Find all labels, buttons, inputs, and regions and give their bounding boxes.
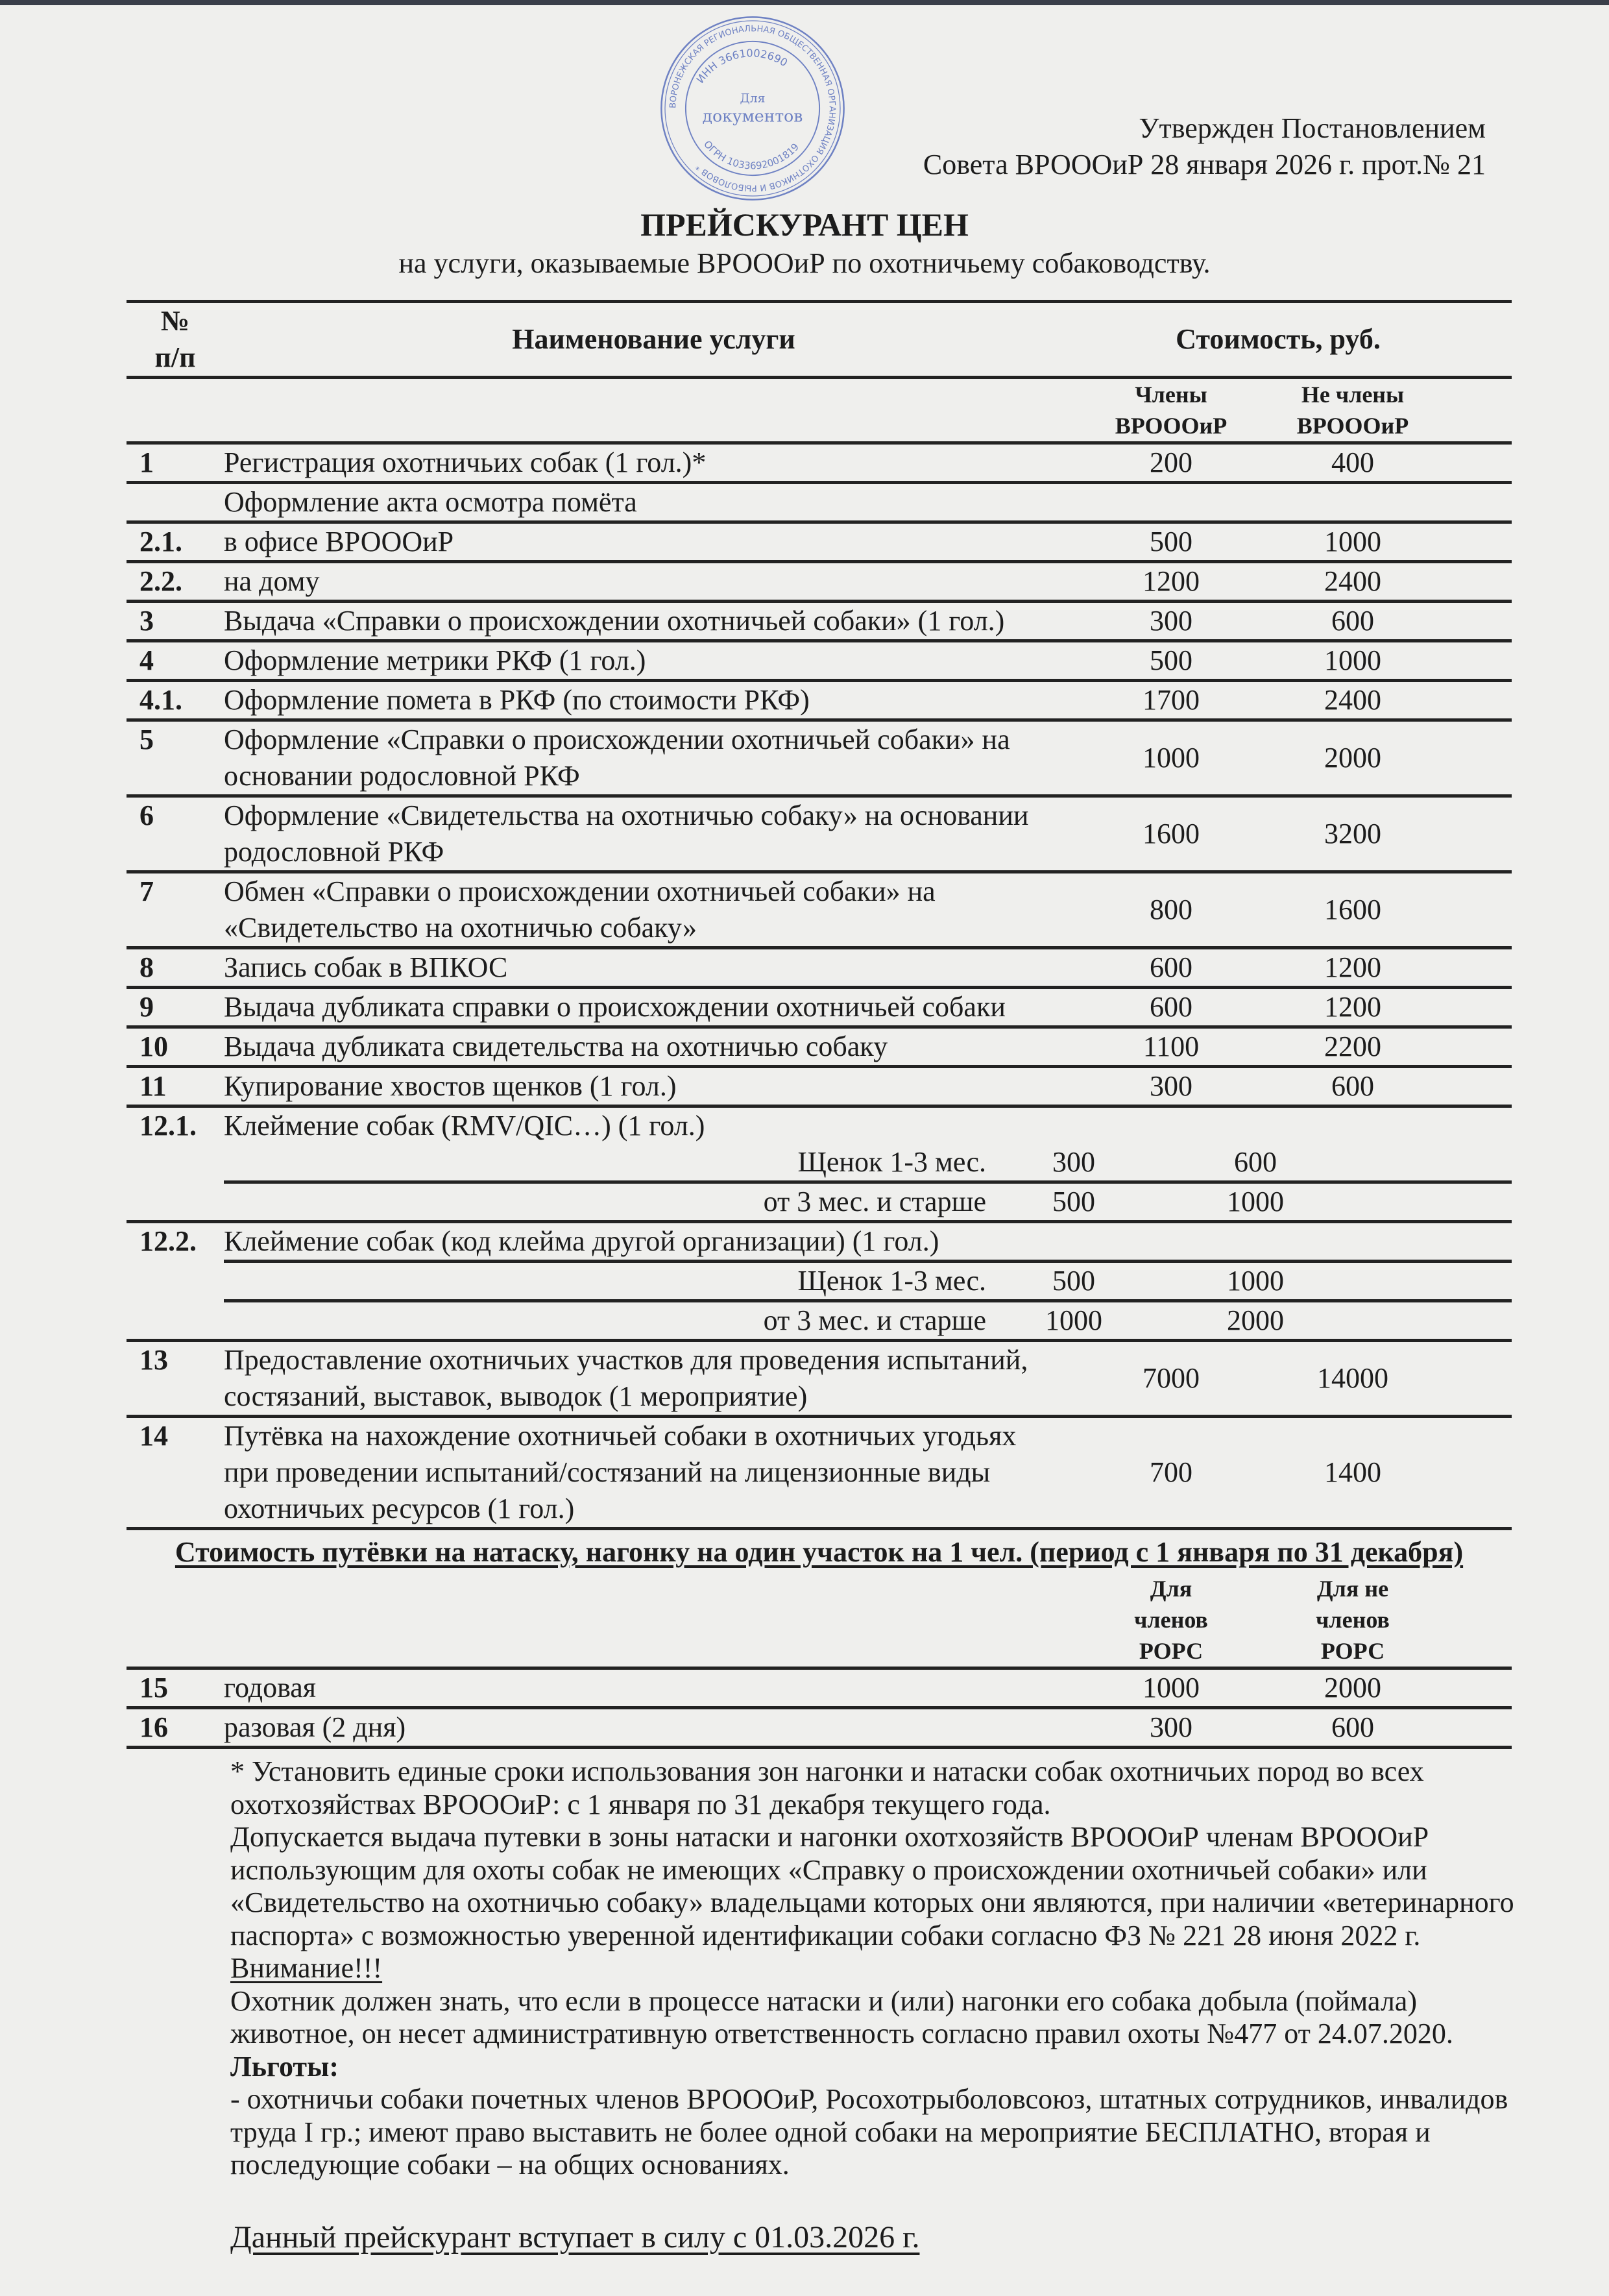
header-num-line2: п/п [154, 341, 196, 373]
permit-header-nonmembers [1246, 1573, 1460, 1667]
permit-header-members-line2: членов [1134, 1607, 1208, 1633]
permit-header-nonmembers-line1: Для не [1316, 1576, 1389, 1602]
row-service-name-line2: при проведении испытаний/состязаний на лицензионные виды [224, 1456, 991, 1488]
table-row [127, 722, 1512, 798]
row-num: 5 [139, 724, 154, 755]
row-member-price: 1000 [1143, 742, 1200, 774]
row-member-price: 600 [1150, 991, 1192, 1023]
row-member-price: 600 [1150, 951, 1192, 983]
row-num: 11 [139, 1070, 167, 1102]
row-num: 4 [139, 644, 154, 676]
subrow-nonmember-price: 600 [1234, 1146, 1277, 1178]
row-num: 10 [139, 1031, 168, 1062]
row-num: 2.2. [139, 565, 182, 597]
row-num: 8 [139, 951, 154, 983]
row-member-price: 300 [1150, 605, 1192, 637]
benefits-heading: Льготы: [230, 2050, 339, 2082]
subrow-nonmember-price: 1000 [1227, 1265, 1284, 1297]
row-num: 2.1. [139, 526, 182, 557]
row-service-name: Регистрация охотничьих собак (1 гол.)* [224, 446, 707, 478]
table-row [127, 563, 1512, 603]
row-nonmember-price: 600 [1331, 605, 1374, 637]
row-member-price: 1600 [1143, 818, 1200, 849]
stamp-outer-text: ВОРОНЕЖСКАЯ РЕГИОНАЛЬНАЯ ОБЩЕСТВЕННАЯ ОРГАНИЗАЦИЯ ОХОТНИКОВ И РЫБОЛОВОВ * [668, 24, 837, 193]
header-members-line1: Члены [1135, 382, 1207, 408]
row-service-name-line2: основании родословной РКФ [224, 760, 580, 792]
row-member-price: 500 [1150, 644, 1192, 676]
table-subrow [127, 1302, 1512, 1342]
header-nonmembers [1246, 379, 1460, 441]
row-member-price: 1100 [1143, 1031, 1200, 1062]
table-row [127, 445, 1512, 484]
subrow-nonmember-price: 2000 [1227, 1304, 1284, 1336]
row-num: 12.2. [139, 1225, 197, 1257]
approval-line2: Совета ВРОООиР 28 января 2026 г. прот.№ 21 [923, 149, 1486, 180]
row-service-name: Купирование хвостов щенков (1 гол.) [224, 1070, 677, 1102]
row-num: 13 [139, 1344, 168, 1376]
stamp-inner-ring [686, 42, 819, 175]
subrow-nonmember-price: 1000 [1227, 1186, 1284, 1217]
row-member-price: 1700 [1143, 684, 1200, 716]
row-service-name: в офисе ВРОООиР [224, 526, 454, 557]
row-service-name: Оформление помета в РКФ (по стоимости РКФ) [224, 684, 810, 716]
row-num: 9 [139, 991, 154, 1023]
header-members [1096, 379, 1246, 441]
row-member-price: 7000 [1143, 1362, 1200, 1394]
permit-row [127, 1670, 1512, 1709]
row-service-name: Выдача дубликата свидетельства на охотничью собаку [224, 1031, 888, 1062]
row-service-name: Клеймение собак (RMV/QIC…) (1 гол.) [224, 1110, 705, 1142]
row-service-name: Выдача «Справки о происхождении охотничьей собаки» (1 гол.) [224, 605, 1005, 637]
row-num: 6 [139, 800, 154, 831]
price-table [127, 300, 1512, 1749]
permit-row-nonmember-price: 2000 [1324, 1672, 1381, 1704]
header-cost: Стоимость, руб. [1176, 323, 1381, 355]
table-row [127, 642, 1512, 682]
stamp-outer-ring-inner [665, 21, 840, 196]
row-service-name-line2: «Свидетельство на охотничью собаку» [224, 912, 697, 944]
row-num: 12.1. [139, 1110, 197, 1142]
row-member-price: 1200 [1143, 565, 1200, 597]
subrow-member-price: 1000 [1045, 1304, 1102, 1336]
permit-header-members-line3: РОРС [1139, 1638, 1204, 1664]
table-row [127, 1223, 1512, 1260]
row-nonmember-price: 1200 [1324, 951, 1381, 983]
row-service-name-line1: Предоставление охотничьих участков для проведения испытаний, [224, 1344, 1028, 1376]
row-nonmember-price: 14000 [1317, 1362, 1388, 1394]
row-member-price: 700 [1150, 1456, 1192, 1488]
permit-row-nonmember-price: 600 [1331, 1711, 1374, 1743]
header-num-line1: № [160, 305, 190, 337]
effective-date-note: Данный прейскурант вступает в силу с 01.03.2026 г. [230, 2219, 920, 2254]
row-nonmember-price: 1600 [1324, 894, 1381, 925]
table-row [127, 1418, 1512, 1530]
table-header-row [127, 300, 1512, 379]
stamp-center-line2: документов [702, 106, 803, 126]
permit-row [127, 1709, 1512, 1749]
notes-section [230, 1755, 1515, 2182]
permit-header-nonmembers-line3: РОРС [1320, 1638, 1385, 1664]
header-nonmembers-line1: Не члены [1301, 382, 1405, 408]
permit-row-member-price: 300 [1150, 1711, 1192, 1743]
row-nonmember-price: 3200 [1324, 818, 1381, 849]
table-row [127, 1108, 1512, 1144]
row-service-name-line1: Оформление «Свидетельства на охотничью собаку» на основании [224, 800, 1029, 831]
document-title: ПРЕЙСКУРАНТ ЦЕН [640, 206, 969, 243]
subrow-label: от 3 мес. и старше [763, 1186, 986, 1217]
subrow-label: Щенок 1-3 мес. [797, 1265, 986, 1297]
row-service-name-line1: Оформление «Справки о происхождении охотничьей собаки» на [224, 724, 1010, 755]
permit-row-num: 15 [139, 1672, 168, 1704]
row-member-price: 200 [1150, 446, 1192, 478]
warning-heading: Внимание!!! [230, 1952, 383, 1984]
header-service-name: Наименование услуги [512, 323, 795, 355]
approval-note [923, 110, 1486, 183]
table-row [127, 524, 1512, 563]
table-subrow [224, 1260, 1512, 1302]
row-nonmember-price: 600 [1331, 1070, 1374, 1102]
permit-row-name: разовая (2 дня) [224, 1711, 406, 1743]
row-num: 7 [139, 875, 154, 907]
row-service-name: Клеймение собак (код клейма другой организации) (1 гол.) [224, 1225, 939, 1257]
warning-text: Охотник должен знать, что если в процессе натаски и (или) нагонки его собака добыла (поймала) животное, он несет административную ответственность согласно правил охоты №477 от 24.07.2020. [230, 1985, 1453, 2049]
table-row [127, 1068, 1512, 1108]
document-subtitle: на услуги, оказываемые ВРОООиР по охотничьему собаководству. [398, 247, 1211, 279]
permit-row-member-price: 1000 [1143, 1672, 1200, 1704]
benefits-text: - охотничьи собаки почетных членов ВРОООиР, Росохотрыболовсоюз, штатных сотрудников, инвалидов труда I гр.; имеют право выставить не более одной собаки на мероприятие БЕСПЛАТНО, вторая и последующие собаки – на общих основаниях. [230, 2083, 1508, 2180]
table-row [127, 484, 1512, 524]
row-num: 1 [139, 446, 154, 478]
row-service-name-line3: охотничьих ресурсов (1 гол.) [224, 1493, 575, 1524]
row-service-name-line1: Обмен «Справки о происхождении охотничьей собаки» на [224, 875, 936, 907]
stamp-inn-text: ИНН 3661002690 [694, 47, 790, 86]
table-subheader-row [127, 379, 1512, 445]
row-num: 14 [139, 1420, 168, 1452]
row-member-price: 300 [1150, 1070, 1192, 1102]
approval-line1: Утвержден Постановлением [1139, 112, 1486, 144]
row-nonmember-price: 2400 [1324, 684, 1381, 716]
row-service-name: Выдача дубликата справки о происхождении охотничьей собаки [224, 991, 1006, 1023]
table-subrow [127, 1184, 1512, 1223]
permit-header-members [1096, 1573, 1246, 1667]
permit-row-name: годовая [224, 1672, 317, 1704]
row-member-price: 500 [1150, 526, 1192, 557]
subrow-label: Щенок 1-3 мес. [797, 1146, 986, 1178]
table-row [127, 682, 1512, 722]
header-num [127, 303, 224, 376]
table-subrow [224, 1144, 1512, 1184]
stamp-ogrn-text: ОГРН 1033692001819 [701, 138, 802, 172]
row-nonmember-price: 2200 [1324, 1031, 1381, 1062]
stamp-center-line1: Для [740, 92, 766, 106]
table-row [127, 949, 1512, 989]
table-row [127, 798, 1512, 873]
row-nonmember-price: 1000 [1324, 644, 1381, 676]
row-service-name-line2: родословной РКФ [224, 836, 444, 868]
row-service-name-line2: состязаний, выставок, выводок (1 мероприятие) [224, 1380, 808, 1412]
permit-header-members-line1: Для [1150, 1576, 1192, 1602]
row-num: 4.1. [139, 684, 182, 716]
row-nonmember-price: 2000 [1324, 742, 1381, 774]
row-service-name: Оформление метрики РКФ (1 гол.) [224, 644, 646, 676]
row-nonmember-price: 400 [1331, 446, 1374, 478]
stamp-outer-ring [661, 17, 843, 199]
document-header [0, 0, 1609, 300]
row-service-name: на дому [224, 565, 320, 597]
footnote: * Установить единые сроки использования зон нагонки и натаски собак охотничьих пород во всех охотхозяйствах ВРОООиР: с 1 января по 31 декабря текущего года. [230, 1755, 1424, 1820]
subrow-member-price: 500 [1052, 1186, 1095, 1217]
subrow-member-price: 300 [1052, 1146, 1095, 1178]
row-service-name: Оформление акта осмотра помёта [224, 486, 637, 518]
subrow-label: от 3 мес. и старше [763, 1304, 986, 1336]
allowance-note: Допускается выдача путевки в зоны натаски и нагонки охотхозяйств ВРОООиР членам ВРОООиР использующим для охоты собак не имеющих «Справку о происхождении охотничьей собаки» или «Свидетельство на охотничью собаку» владельцами которых они являются, при наличии «ветеринарного паспорта» с возможностью уверенной идентификации собаки согласно ФЗ № 221 28 июня 2022 г. [230, 1821, 1514, 1951]
permit-header-row [127, 1573, 1512, 1670]
table-row [127, 1342, 1512, 1418]
permit-header-nonmembers-line2: членов [1316, 1607, 1390, 1633]
permit-row-num: 16 [139, 1711, 168, 1743]
row-nonmember-price: 1400 [1324, 1456, 1381, 1488]
row-nonmember-price: 1000 [1324, 526, 1381, 557]
row-member-price: 800 [1150, 894, 1192, 925]
organization-stamp [655, 13, 850, 204]
row-nonmember-price: 2400 [1324, 565, 1381, 597]
row-service-name: Запись собак в ВПКОС [224, 951, 508, 983]
header-members-line2: ВРОООиР [1115, 413, 1228, 439]
row-service-name-line1: Путёвка на нахождение охотничьей собаки в охотничьих угодьях [224, 1420, 1017, 1452]
permit-section-title: Стоимость путёвки на натаску, нагонку на один участок на 1 чел. (период с 1 января по 31 декабря) [175, 1536, 1464, 1568]
row-num: 3 [139, 605, 154, 637]
table-row [127, 989, 1512, 1029]
table-row [127, 603, 1512, 642]
header-nonmembers-line2: ВРОООиР [1296, 413, 1409, 439]
table-row [127, 1029, 1512, 1068]
row-nonmember-price: 1200 [1324, 991, 1381, 1023]
table-row [127, 873, 1512, 949]
subrow-member-price: 500 [1052, 1265, 1095, 1297]
